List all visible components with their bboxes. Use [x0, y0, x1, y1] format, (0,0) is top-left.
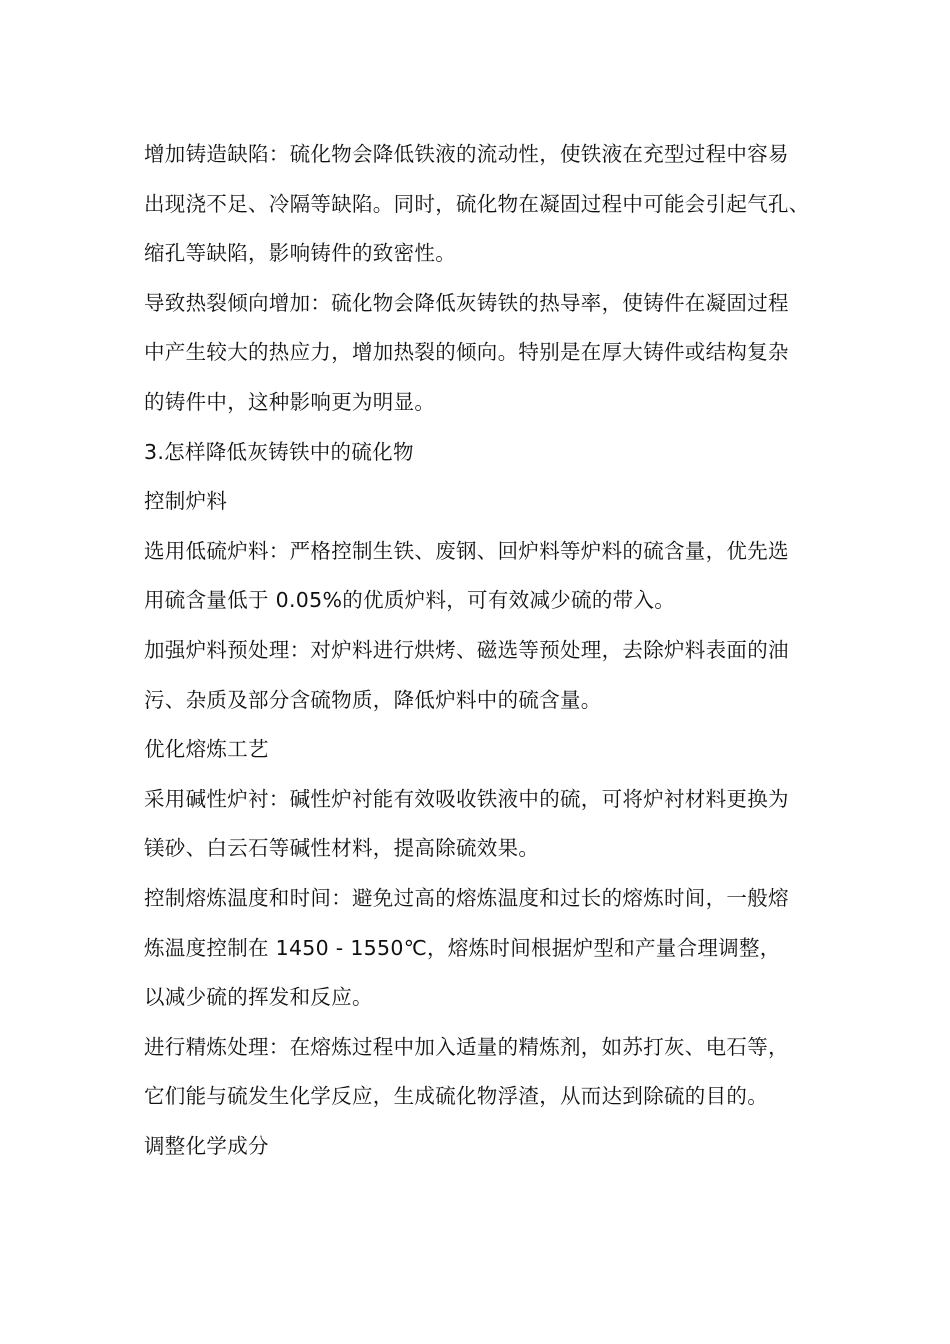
text-line-low-sulfur-charge-2: 用硫含量低于 0.05%的优质炉料，可有效减少硫的带入。 — [144, 588, 676, 613]
text-line-melting-temperature-1: 控制熔炼温度和时间：避免过高的熔炼温度和过长的熔炼时间，一般熔 — [144, 885, 789, 910]
subheading-optimize-melting: 优化熔炼工艺 — [144, 737, 269, 762]
text-line-basic-lining-2: 镁砂、白云石等碱性材料，提高除硫效果。 — [144, 836, 540, 861]
text-line-casting-defects-1: 增加铸造缺陷：硫化物会降低铁液的流动性，使铁液在充型过程中容易 — [144, 142, 789, 166]
text-line-low-sulfur-charge-1: 选用低硫炉料：严格控制生铁、废钢、回炉料等炉料的硫含量，优先选 — [144, 538, 789, 563]
text-line-refining-2: 它们能与硫发生化学反应，生成硫化物浮渣，从而达到除硫的目的。 — [144, 1084, 768, 1109]
text-line-casting-defects-3: 缩孔等缺陷，影响铸件的致密性。 — [144, 241, 456, 266]
text-line-melting-temperature-2: 炼温度控制在 1450 - 1550℃，熔炼时间根据炉型和产量合理调整， — [144, 935, 781, 960]
section-heading-reduce-sulfide: 3.怎样降低灰铸铁中的硫化物 — [144, 439, 414, 464]
document-body — [144, 130, 814, 1171]
text-line-basic-lining-1: 采用碱性炉衬：碱性炉衬能有效吸收铁液中的硫，可将炉衬材料更换为 — [144, 786, 789, 811]
text-line-hot-cracking-2: 中产生较大的热应力，增加热裂的倾向。特别是在厚大铸件或结构复杂 — [144, 340, 789, 365]
text-line-hot-cracking-3: 的铸件中，这种影响更为明显。 — [144, 389, 436, 414]
text-line-casting-defects-2: 出现浇不足、冷隔等缺陷。同时，硫化物在凝固过程中可能会引起气孔、 — [144, 191, 810, 216]
text-line-charge-pretreatment-1: 加强炉料预处理：对炉料进行烘烤、磁选等预处理，去除炉料表面的油 — [144, 637, 789, 662]
text-line-hot-cracking-1: 导致热裂倾向增加：硫化物会降低灰铸铁的热导率，使铸件在凝固过程 — [144, 290, 789, 315]
text-line-refining-1: 进行精炼处理：在熔炼过程中加入适量的精炼剂，如苏打灰、电石等， — [144, 1034, 789, 1059]
text-line-melting-temperature-3: 以减少硫的挥发和反应。 — [144, 985, 373, 1010]
subheading-control-charge: 控制炉料 — [144, 489, 228, 514]
text-line-charge-pretreatment-2: 污、杂质及部分含硫物质，降低炉料中的硫含量。 — [144, 687, 602, 712]
subheading-adjust-composition: 调整化学成分 — [144, 1133, 269, 1158]
